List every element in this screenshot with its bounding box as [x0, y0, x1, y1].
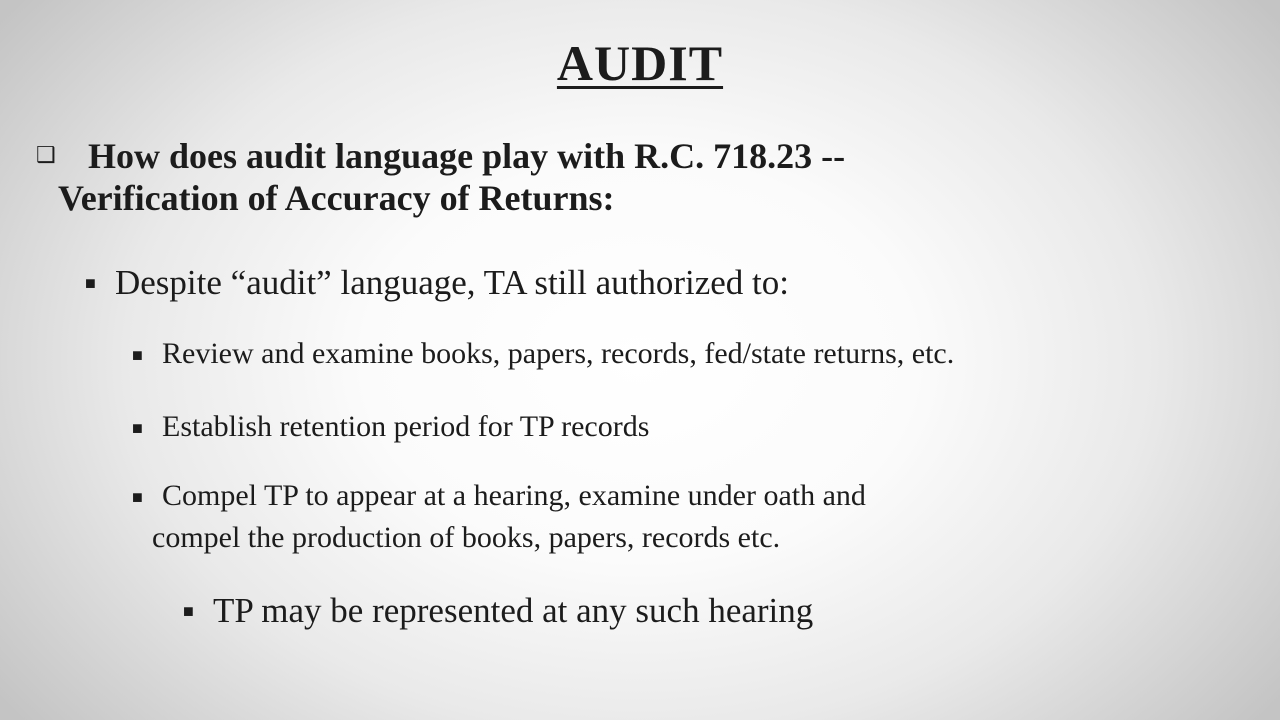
- question-line-2: Verification of Accuracy of Returns:: [58, 178, 615, 218]
- square-bullet-icon: ■: [132, 345, 143, 365]
- slide-title: AUDIT: [556, 35, 724, 91]
- level2-bullet-text: Establish retention period for TP records: [162, 410, 650, 443]
- level2-bullet-text-line-1: Compel TP to appear at a hearing, examine under oath and: [162, 479, 866, 512]
- square-bullet-icon: ■: [132, 487, 143, 507]
- question-line-1: How does audit language play with R.C. 718.23 --: [88, 136, 846, 176]
- level3-bullet-text: TP may be represented at any such hearing: [213, 591, 814, 630]
- level1-bullet-text: Despite “audit” language, TA still authorized to:: [115, 263, 790, 302]
- square-bullet-icon: ■: [85, 273, 96, 293]
- level2-bullet-text-line-2: compel the production of books, papers, records etc.: [152, 521, 781, 554]
- level2-bullet-text: Review and examine books, papers, records, fed/state returns, etc.: [162, 337, 955, 370]
- square-bullet-icon: ■: [183, 601, 194, 621]
- hollow-square-bullet-icon: ❑: [36, 142, 56, 167]
- square-bullet-icon: ■: [132, 418, 143, 438]
